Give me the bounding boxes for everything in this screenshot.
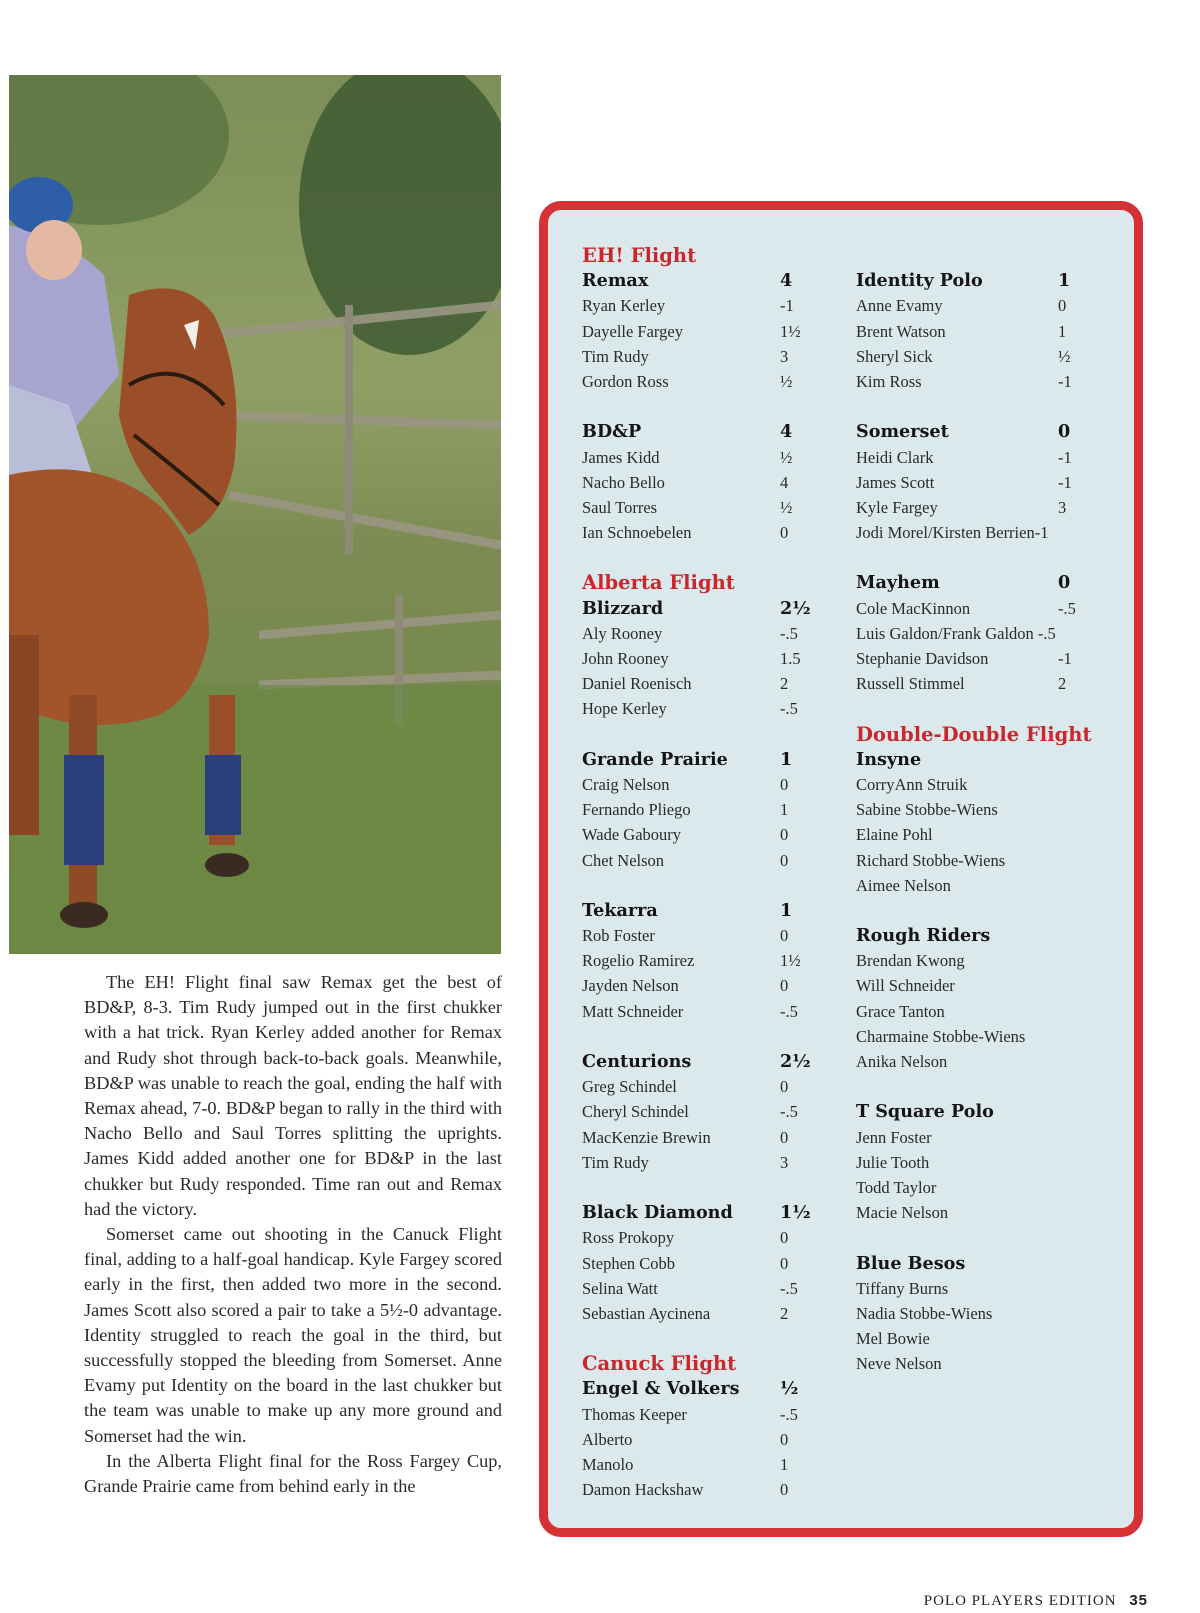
player-name: Anne Evamy (856, 296, 943, 316)
article-body (84, 970, 502, 1499)
team-handicap: 1 (780, 899, 793, 921)
player-handicap: -.5 (780, 623, 798, 643)
player-row (582, 1477, 814, 1502)
player-name: Will Schneider (856, 976, 955, 996)
player-row (582, 344, 814, 369)
player-row (856, 319, 1096, 344)
team-handicap: 4 (780, 421, 793, 443)
team-name: BD&P (582, 421, 642, 443)
player-row (582, 671, 814, 696)
player-row (856, 445, 1096, 470)
team-heading (582, 596, 814, 621)
player-name: Brendan Kwong (856, 951, 965, 971)
player-name: Rob Foster (582, 926, 655, 946)
publication-name: POLO PLAYERS EDITION (923, 1593, 1117, 1609)
player-handicap: -1 (1058, 472, 1072, 492)
player-name: Grace Tanton (856, 1001, 945, 1021)
player-row (582, 1452, 814, 1477)
player-name: Neve Nelson (856, 1354, 942, 1374)
roster-column-left (582, 243, 814, 1502)
player-handicap: 3 (780, 1152, 789, 1172)
team-heading (856, 747, 1096, 772)
team-name: Engel & Volkers (582, 1378, 740, 1400)
player-row (856, 873, 1096, 898)
spacer (582, 873, 814, 898)
team-name: Black Diamond (582, 1202, 733, 1224)
team-name: Insyne (856, 748, 922, 770)
article-paragraph: Somerset came out shooting in the Canuck Flight final, adding to a half-goal handicap. Kyle Fargey scored early in the first, then added two more in the second. James Scott also scored a pair to take a 5½-0 advantage. Identity struggled to reach the goal in the third, but successfully stopped the bleeding from Somerset. Anne Evamy put Identity on the board in the last chukker but the team was unable to make up any more ground and Somerset had the win. (84, 1224, 502, 1446)
player-handicap: 0 (780, 1429, 789, 1449)
player-name: Craig Nelson (582, 774, 670, 794)
team-name: Centurions (582, 1051, 692, 1072)
player-handicap: 2 (780, 1303, 789, 1323)
player-handicap: 1½ (780, 321, 801, 341)
spacer (856, 696, 1096, 721)
team-handicap: 0 (1058, 421, 1071, 443)
player-handicap: 2 (1058, 674, 1067, 694)
player-name: Stephen Cobb (582, 1253, 676, 1273)
player-handicap: -.5 (780, 1404, 798, 1424)
player-handicap: 0 (780, 1127, 789, 1147)
player-handicap: 0 (780, 1253, 789, 1273)
player-handicap: -.5 (1058, 598, 1076, 618)
player-name: Brent Watson (856, 321, 946, 341)
player-handicap: 3 (780, 346, 789, 366)
player-row (582, 999, 814, 1024)
player-handicap: 0 (780, 976, 789, 996)
player-name: Russell Stimmel (856, 674, 965, 694)
spacer (582, 1175, 814, 1200)
player-row (856, 520, 1096, 545)
spacer (582, 722, 814, 747)
player-handicap: -.5 (780, 1278, 798, 1298)
player-row (582, 1150, 814, 1175)
player-name: Jenn Foster (856, 1127, 932, 1147)
player-handicap: 1 (1058, 321, 1067, 341)
player-row (856, 495, 1096, 520)
player-name: Sabine Stobbe-Wiens (856, 800, 998, 820)
player-row (856, 1326, 1096, 1351)
player-row (856, 1024, 1096, 1049)
team-handicap: 1 (1058, 270, 1071, 292)
player-row (582, 520, 814, 545)
player-row (856, 293, 1096, 318)
player-name: Tim Rudy (582, 1152, 649, 1172)
player-row (856, 1351, 1096, 1376)
player-row (856, 1200, 1096, 1225)
player-row (856, 621, 1096, 646)
spacer (582, 545, 814, 570)
player-handicap: 4 (780, 472, 789, 492)
roster-column-right (856, 243, 1096, 1376)
player-row (582, 470, 814, 495)
team-heading (856, 1099, 1096, 1124)
flight-title: EH! Flight (582, 244, 697, 267)
player-name: Elaine Pohl (856, 825, 933, 845)
player-name: Anika Nelson (856, 1052, 948, 1071)
player-name: Aimee Nelson (856, 875, 951, 895)
team-heading (856, 1251, 1096, 1276)
player-name: Alberto (582, 1429, 633, 1449)
player-row (582, 772, 814, 797)
team-heading (856, 419, 1096, 444)
spacer (582, 394, 814, 419)
player-name: Jodi Morel/Kirsten Berrien-1 (856, 523, 1049, 543)
polo-photo (9, 75, 501, 954)
player-name: Todd Taylor (856, 1177, 937, 1197)
player-handicap: 0 (780, 1077, 789, 1097)
player-name: Stephanie Davidson (856, 649, 989, 668)
player-name: Wade Gaboury (582, 825, 682, 845)
player-handicap: 0 (780, 850, 789, 870)
team-name: Blue Besos (856, 1252, 966, 1274)
team-heading (856, 923, 1096, 948)
player-handicap: ½ (780, 371, 793, 391)
team-heading (582, 268, 814, 293)
player-row (582, 797, 814, 822)
player-row (856, 1150, 1096, 1175)
article-paragraph: In the Alberta Flight final for the Ross Fargey Cup, Grande Prairie came from behind early in the (84, 1450, 502, 1497)
player-row (856, 1276, 1096, 1301)
player-row (582, 369, 814, 394)
player-name: Thomas Keeper (582, 1404, 687, 1424)
player-row (582, 445, 814, 470)
roster-box (539, 201, 1143, 1537)
player-row (582, 1301, 814, 1326)
team-name: Somerset (856, 421, 949, 443)
player-name: Nacho Bello (582, 472, 665, 492)
player-name: MacKenzie Brewin (582, 1127, 711, 1147)
player-name: Saul Torres (582, 497, 658, 517)
team-handicap: 1½ (780, 1202, 811, 1224)
player-name: Cole MacKinnon (856, 598, 971, 618)
player-row (856, 1125, 1096, 1150)
player-name: Daniel Roenisch (582, 674, 692, 694)
player-name: Macie Nelson (856, 1203, 949, 1223)
player-handicap: 0 (1058, 296, 1067, 316)
player-handicap: -1 (1058, 371, 1072, 391)
player-row (582, 1099, 814, 1124)
team-heading (582, 898, 814, 923)
player-handicap: -1 (1058, 649, 1072, 668)
spacer (856, 1074, 1096, 1099)
player-row (582, 319, 814, 344)
player-name: Matt Schneider (582, 1001, 684, 1021)
player-row (856, 1175, 1096, 1200)
team-heading (582, 1200, 814, 1225)
player-row (582, 293, 814, 318)
flight-title: Double-Double Flight (856, 722, 1092, 746)
player-row (582, 1427, 814, 1452)
team-name: Tekarra (582, 899, 658, 921)
player-name: Tiffany Burns (856, 1278, 949, 1298)
player-handicap: 0 (780, 774, 789, 794)
player-name: CorryAnn Struik (856, 774, 968, 794)
player-row (582, 1276, 814, 1301)
team-handicap: 4 (780, 270, 793, 292)
spacer (856, 898, 1096, 923)
team-name: T Square Polo (856, 1101, 994, 1123)
player-row (856, 999, 1096, 1024)
team-heading (582, 419, 814, 444)
player-row (582, 848, 814, 873)
player-row (582, 621, 814, 646)
player-handicap: 2 (780, 674, 789, 694)
player-row (582, 646, 814, 671)
flight-title: Canuck Flight (582, 1352, 737, 1376)
player-row (856, 1049, 1096, 1074)
player-row (856, 671, 1096, 696)
player-handicap: 0 (780, 523, 789, 543)
player-name: Manolo (582, 1455, 634, 1474)
player-handicap: 3 (1058, 497, 1067, 517)
team-heading (856, 268, 1096, 293)
player-name: Chet Nelson (582, 850, 665, 870)
player-handicap: -.5 (780, 699, 798, 719)
player-name: John Rooney (582, 649, 669, 668)
page-footer (924, 1592, 1148, 1610)
player-handicap: ½ (1058, 346, 1071, 366)
player-name: James Scott (856, 472, 935, 492)
player-row (856, 822, 1096, 847)
player-row (582, 948, 814, 973)
spacer (856, 394, 1096, 419)
player-handicap: ½ (780, 447, 793, 467)
player-handicap: 0 (780, 825, 789, 845)
player-row (856, 470, 1096, 495)
player-row (582, 696, 814, 721)
player-handicap: -1 (1058, 447, 1072, 467)
player-row (582, 973, 814, 998)
player-name: Sheryl Sick (856, 346, 933, 366)
player-handicap: ½ (780, 497, 793, 517)
player-handicap: 1.5 (780, 649, 801, 668)
player-row (856, 369, 1096, 394)
team-handicap: 2½ (780, 597, 811, 619)
team-name: Rough Riders (856, 925, 991, 947)
player-row (582, 495, 814, 520)
player-handicap: -1 (780, 296, 794, 316)
spacer (582, 1326, 814, 1351)
player-row (856, 646, 1096, 671)
player-name: Nadia Stobbe-Wiens (856, 1303, 993, 1323)
player-name: Selina Watt (582, 1278, 658, 1298)
player-handicap: -.5 (780, 1102, 798, 1122)
player-row (856, 848, 1096, 873)
team-heading (582, 1049, 814, 1074)
player-name: Richard Stobbe-Wiens (856, 850, 1006, 870)
player-handicap: 1 (780, 1455, 789, 1474)
player-name: Tim Rudy (582, 346, 649, 366)
player-name: Cheryl Schindel (582, 1102, 689, 1122)
player-row (582, 1402, 814, 1427)
player-name: Heidi Clark (856, 447, 934, 467)
page-number: 35 (1129, 1592, 1148, 1609)
player-row (582, 1225, 814, 1250)
team-handicap: 2½ (780, 1051, 811, 1072)
player-name: Ryan Kerley (582, 296, 666, 316)
player-row (582, 1074, 814, 1099)
spacer (582, 1024, 814, 1049)
player-handicap: 0 (780, 926, 789, 946)
team-handicap: ½ (780, 1378, 799, 1400)
flight-title: Alberta Flight (582, 571, 735, 595)
player-row (856, 948, 1096, 973)
player-name: Gordon Ross (582, 371, 669, 391)
player-row (856, 596, 1096, 621)
player-row (856, 772, 1096, 797)
team-name: Identity Polo (856, 270, 983, 292)
player-name: Luis Galdon/Frank Galdon -.5 (856, 623, 1056, 643)
team-heading (856, 570, 1096, 595)
player-name: Fernando Pliego (582, 800, 691, 820)
player-name: Sebastian Aycinena (582, 1303, 711, 1323)
team-handicap: 0 (1058, 572, 1071, 594)
player-name: Hope Kerley (582, 699, 667, 719)
team-name: Grande Prairie (582, 748, 728, 770)
player-handicap: 1½ (780, 951, 801, 971)
player-row (582, 1251, 814, 1276)
player-name: Rogelio Ramirez (582, 951, 695, 971)
player-name: Greg Schindel (582, 1077, 677, 1097)
player-name: Kim Ross (856, 371, 922, 391)
team-handicap: 1 (780, 748, 793, 770)
player-name: Ross Prokopy (582, 1228, 675, 1248)
team-heading (582, 747, 814, 772)
player-handicap: 1 (780, 800, 789, 820)
player-name: Jayden Nelson (582, 976, 679, 996)
player-row (856, 797, 1096, 822)
player-name: Charmaine Stobbe-Wiens (856, 1026, 1026, 1046)
player-name: Dayelle Fargey (582, 321, 683, 341)
player-name: James Kidd (582, 447, 660, 467)
player-handicap: 0 (780, 1480, 789, 1500)
player-row (856, 1301, 1096, 1326)
player-name: Kyle Fargey (856, 497, 938, 517)
player-handicap: 0 (780, 1228, 789, 1248)
player-name: Julie Tooth (856, 1152, 930, 1172)
player-row (582, 1125, 814, 1150)
article-paragraph: The EH! Flight final saw Remax get the best of BD&P, 8-3. Tim Rudy jumped out in the first chukker with a hat trick. Ryan Kerley added another for Remax and Rudy shot through back-to-back goals. Meanwhile, BD&P was unable to reach the goal, ending the half with Remax ahead, 7-0. BD&P began to rally in the third with Nacho Bello and Saul Torres splitting the uprights. James Kidd added another one for BD&P in the last chukker but Rudy responded. Time ran out and Remax had the victory. (84, 972, 502, 1219)
player-row (856, 973, 1096, 998)
player-name: Damon Hackshaw (582, 1480, 704, 1500)
team-name: Blizzard (582, 597, 664, 619)
player-row (856, 344, 1096, 369)
team-name: Remax (582, 270, 649, 292)
spacer (856, 1225, 1096, 1250)
team-heading (582, 1376, 814, 1401)
player-name: Ian Schnoebelen (582, 523, 692, 543)
player-row (582, 822, 814, 847)
spacer (856, 545, 1096, 570)
player-row (582, 923, 814, 948)
player-name: Mel Bowie (856, 1329, 930, 1349)
team-name: Mayhem (856, 572, 940, 594)
spacer (856, 243, 1096, 268)
player-name: Aly Rooney (582, 623, 663, 643)
player-handicap: -.5 (780, 1001, 798, 1021)
